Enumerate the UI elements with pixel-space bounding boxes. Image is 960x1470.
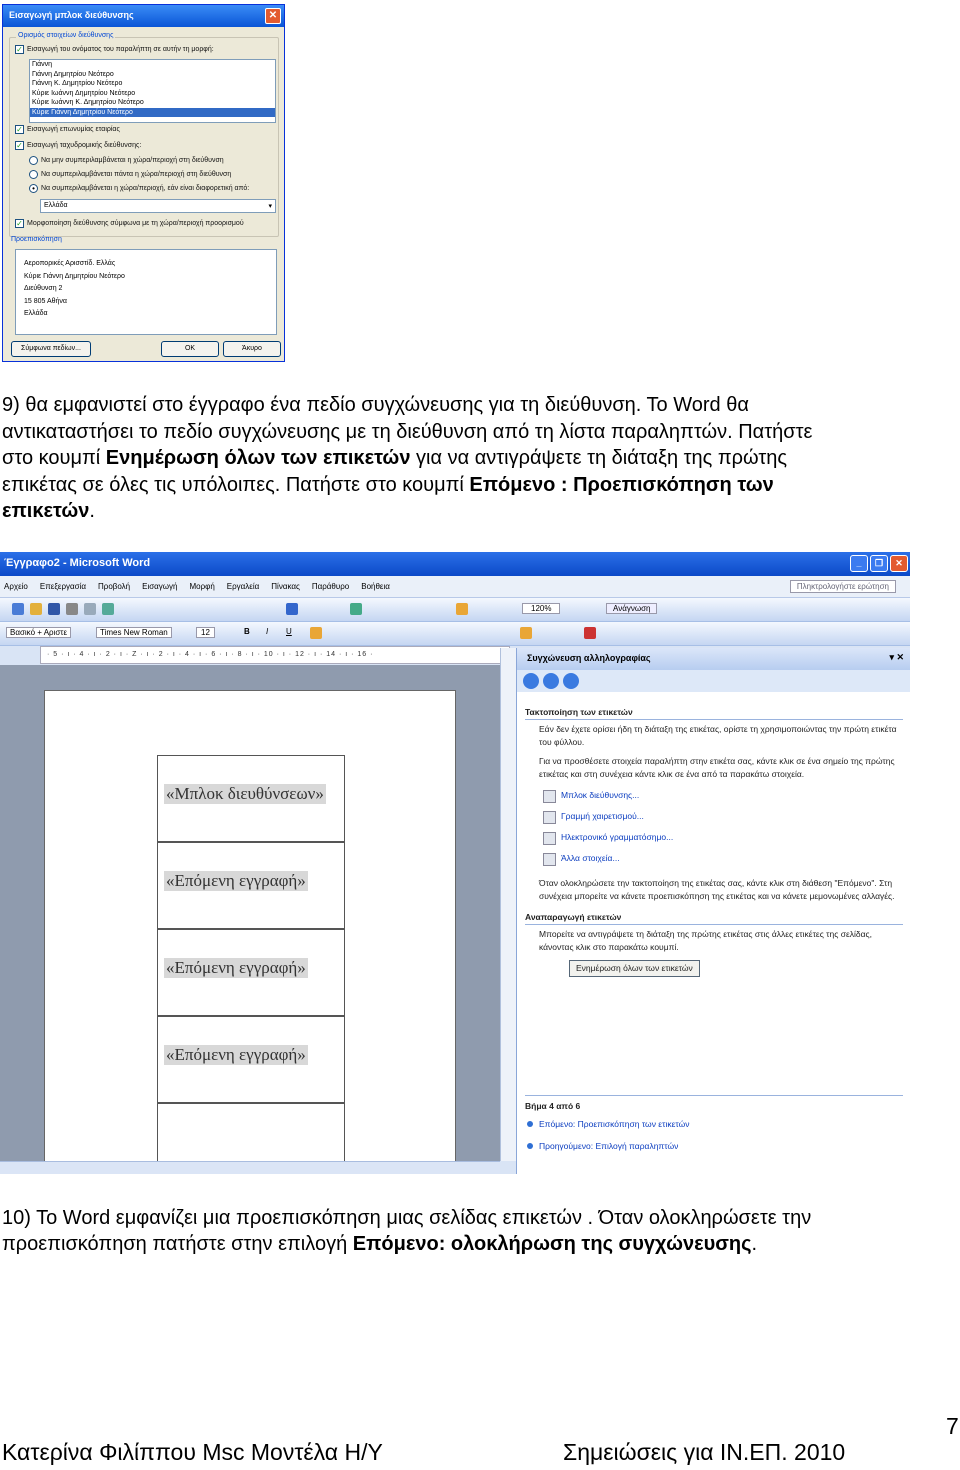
label-cell[interactable] [157, 842, 345, 929]
postal-checkbox[interactable] [15, 141, 141, 150]
greeting-line-link[interactable]: Γραμμή χαιρετισμού... [539, 806, 903, 827]
update-all-labels-button[interactable]: Ενημέρωση όλων των ετικετών [569, 960, 700, 977]
radio-no-country[interactable] [29, 156, 224, 165]
text: για να αντιγράψετε τη διάταξη της πρώτης [410, 447, 788, 469]
zoom-select[interactable]: 120% [522, 603, 560, 614]
ok-button[interactable]: OK [161, 341, 219, 357]
preview-label: Προεπισκόπηση [11, 236, 62, 243]
postal-label: Εισαγωγή ταχυδρομικής διεύθυνσης: [27, 142, 142, 149]
close-icon[interactable]: ✕ [890, 555, 908, 572]
label-cell[interactable] [157, 1016, 345, 1103]
names-label: Εισαγωγή του ονόματος του παραλήπτη σε αυτήν τη μορφή: [27, 46, 214, 53]
group-label: Ορισμός στοιχείων διεύθυνσης [18, 32, 114, 39]
status-bar [0, 1161, 500, 1174]
more-items-link[interactable]: Άλλα στοιχεία... [539, 848, 903, 869]
checkmark-icon: ✓ [16, 141, 23, 150]
format-label: Μορφοποίηση διεύθυνσης σύμφωνα με τη χώρα/περιοχή προορισμού [27, 220, 244, 227]
checkmark-icon: ✓ [16, 45, 23, 54]
menu-window[interactable]: Παράθυρο [311, 582, 350, 591]
radio-selected-icon: • [29, 184, 38, 193]
preview-line: Διεύθυνση 2 [24, 285, 63, 292]
back-icon[interactable] [523, 673, 539, 689]
drawing-icon[interactable] [456, 603, 468, 615]
standard-toolbar [0, 598, 910, 622]
maximize-icon[interactable]: ❐ [870, 555, 888, 572]
page-number: 7 [946, 1413, 959, 1439]
list-item-selected[interactable]: Κύριε Γιάννη Δημητρίου Νεότερο [30, 108, 275, 118]
next-step-link[interactable]: Επόμενο: Προεπισκόπηση των ετικετών [525, 1113, 903, 1135]
insert-address-block-dialog [2, 4, 285, 362]
list-item[interactable]: Γιάννη Κ. Δημητρίου Νεότερο [32, 80, 123, 87]
radio-icon [29, 156, 38, 165]
pane-header [517, 648, 910, 670]
preview-line: Κύριε Γιάννη Δημητρίου Νεότερο [24, 272, 125, 280]
preview-line: Ελλάδα [24, 310, 48, 317]
country-value: Ελλάδα [44, 202, 68, 209]
para9-line5 [2, 498, 95, 525]
menu-format[interactable]: Μορφή [189, 582, 215, 591]
font-select[interactable]: Times New Roman [96, 627, 172, 638]
para9-line3 [2, 445, 787, 472]
dialog-titlebar [3, 5, 284, 27]
bold-text: Ενημέρωση όλων των επικετών [105, 447, 411, 469]
size-select[interactable]: 12 [196, 627, 215, 638]
vertical-scrollbar[interactable] [500, 648, 516, 1161]
bold-text: Επόμενο : Προεπισκόπηση των [469, 473, 774, 496]
cancel-button[interactable]: Άκυρο [223, 341, 281, 357]
pane-nav [517, 670, 910, 692]
help-search-input[interactable]: Πληκτρολογήστε ερώτηση [790, 580, 896, 593]
horizontal-ruler[interactable]: · 5 · ı · 4 · ı · 2 · ı · Z · ı · 2 · ı · 4 · ı · 6 · ı · 8 · ı · 10 · ı · 12 · ı · 14 · ı · 16 · [40, 646, 510, 664]
section-heading: Αναπαραγωγή ετικετών [525, 911, 903, 925]
text: στο κουμπί [2, 447, 106, 469]
pane-text: Όταν ολοκληρώσετε την τακτοποίηση της ετικέτας σας, κάντε κλικ στη διάθεση "Επόμενο". Στη συνέχεια μπορείτε να κάνετε προεπισκόπηση της ετικέτας και να κάνετε μεμονωμένες αλλαγές. [539, 878, 895, 901]
name-format-list[interactable] [29, 59, 276, 123]
pane-text: Εάν δεν έχετε ορίσει ήδη τη διάταξη της ετικέτας, ορίστε τη χρησιμοποιώντας την πρώτη ετικέτα του φύλλου. [539, 724, 897, 747]
address-preview [15, 249, 277, 335]
label-cell[interactable] [157, 755, 345, 842]
list-item[interactable]: Κύριε Ιωάννη Δημητρίου Νεότερο [32, 89, 136, 97]
format-checkbox[interactable] [15, 219, 244, 228]
new-icon[interactable] [12, 603, 24, 615]
radio-icon [29, 170, 38, 179]
formatting-toolbar [0, 622, 910, 646]
menu-table[interactable]: Πίνακας [271, 582, 300, 591]
merge-field: «Επόμενη εγγραφή» [166, 1045, 306, 1064]
list-item[interactable]: Γιάννη [32, 61, 53, 68]
merge-field: «Μπλοκ διευθύνσεων» [166, 784, 324, 803]
print-icon[interactable] [66, 603, 78, 615]
close-icon[interactable]: ✕ [265, 8, 281, 24]
menu-tools[interactable]: Εργαλεία [226, 582, 260, 591]
match-fields-button[interactable]: Σύμφωνα πεδίων... [11, 341, 91, 357]
para9-line2: αντικαταστήσει το πεδίο συγχώνευσης με τη διεύθυνση από τη λίστα παραληπτών. Πατήστε [2, 420, 813, 443]
checkmark-icon: ✓ [16, 125, 23, 134]
menu-edit[interactable]: Επεξεργασία [39, 582, 86, 591]
underline-icon[interactable]: U [286, 627, 292, 636]
chevron-down-icon: ▾ [268, 203, 272, 210]
company-label: Εισαγωγή επωνυμίας εταιρίας [27, 126, 120, 133]
mail-merge-task-pane [516, 648, 910, 1174]
table-icon[interactable] [350, 603, 362, 615]
names-checkbox[interactable] [15, 45, 214, 54]
para10-line2 [2, 1231, 757, 1258]
menu-file[interactable]: Αρχείο [4, 582, 28, 591]
company-checkbox[interactable] [15, 125, 120, 134]
text: προεπισκόπηση πατήστε στην επιλογή [2, 1233, 353, 1255]
close-icon[interactable]: ▾ ✕ [889, 652, 904, 662]
section-heading: Τακτοποίηση των ετικετών [525, 706, 903, 720]
text: επικέτας σε όλες τις υπόλοιπες. Πατήστε στο κουμπί [2, 473, 470, 496]
pane-title: Συγχώνευση αλληλογραφίας [527, 653, 651, 663]
forward-icon[interactable] [543, 673, 559, 689]
word-titlebar [0, 552, 910, 576]
radio-label: Να συμπεριλαμβάνεται η χώρα/περιοχή, εάν είναι διαφορετική από: [41, 185, 250, 192]
radio-country-if-different[interactable] [29, 184, 249, 193]
bold-text: Επόμενο: ολοκλήρωση της συγχώνευσης [352, 1233, 752, 1255]
list-item[interactable]: Γιάννη Δημητρίου Νεότερο [32, 70, 114, 78]
para10-line1: 10) Το Word εμφανίζει μια προεπισκόπηση μιας σελίδας επικετών . Όταν ολοκληρώσετε την [2, 1207, 812, 1229]
undo-icon[interactable] [286, 603, 298, 615]
menu-help[interactable]: Βοήθεια [361, 582, 390, 591]
radio-always-country[interactable] [29, 170, 231, 179]
document-page[interactable] [44, 690, 456, 1170]
save-icon[interactable] [48, 603, 60, 615]
minimize-icon[interactable]: _ [850, 555, 868, 572]
checkmark-icon: ✓ [16, 219, 23, 228]
border-icon[interactable] [520, 627, 532, 639]
para9-line1: 9) θα εμφανιστεί στο έγγραφο ένα πεδίο συγχώνευσης για τη διεύθυνση. Το Word θα [2, 394, 749, 416]
spelling-icon[interactable] [102, 603, 114, 615]
footer-course: Σημειώσεις για ΙΝ.ΕΠ. 2010 [563, 1439, 846, 1465]
preview-line: Αεροπορικές Αρισστίδ. Ελλάς [24, 260, 116, 267]
pane-text: Για να προσθέσετε στοιχεία παραλήπτη στην ετικέτα σας, κάντε κλικ σε ένα σημείο της πρώτης ετικέτας και στη συνέχεια κάντε κλικ σε ένα από τα παρακάτω στοιχεία. [539, 756, 895, 779]
bold-text: επικετών [2, 500, 90, 522]
font-color-icon[interactable] [584, 627, 596, 639]
previous-step-link[interactable]: Προηγούμενο: Επιλογή παραληπτών [525, 1135, 903, 1157]
pane-text: Μπορείτε να αντιγράψετε τη διάταξη της πρώτης ετικέτας στις άλλες ετικέτες της σελίδας, κάνοντας κλικ στο παρακάτω κουμπί. [539, 929, 872, 952]
home-icon[interactable] [563, 673, 579, 689]
list-item[interactable]: Κύριε Ιωάννη Κ. Δημητρίου Νεότερο [32, 99, 144, 106]
menu-bar [0, 576, 910, 598]
bold-icon[interactable]: B [244, 627, 250, 636]
document-area [0, 665, 500, 1161]
word-window [0, 552, 910, 1174]
address-block-link[interactable]: Μπλοκ διεύθυνσης... [539, 785, 903, 806]
text: . [89, 500, 95, 522]
merge-field: «Επόμενη εγγραφή» [166, 958, 306, 977]
align-left-icon[interactable] [310, 627, 322, 639]
read-button[interactable]: Ανάγνωση [606, 603, 657, 614]
menu-insert[interactable]: Εισαγωγή [142, 582, 178, 591]
label-cell[interactable] [157, 929, 345, 1016]
open-icon[interactable] [30, 603, 42, 615]
text: . [751, 1233, 758, 1255]
country-dropdown[interactable] [40, 199, 276, 213]
radio-label: Να μην συμπεριλαμβάνεται η χώρα/περιοχή στη διεύθυνση [41, 157, 224, 164]
radio-label: Να συμπεριλαμβάνεται πάντα η χώρα/περιοχή στη διεύθυνση [41, 171, 232, 178]
pane-body [525, 702, 903, 1157]
para9-line4 [2, 472, 774, 499]
preview-line: 15 805 Αθήνα [24, 297, 67, 305]
italic-icon[interactable]: I [266, 627, 269, 636]
merge-field: «Επόμενη εγγραφή» [166, 871, 306, 890]
dialog-title: Εισαγωγή μπλοκ διεύθυνσης [9, 10, 134, 20]
preview-icon[interactable] [84, 603, 96, 615]
footer-author: Κατερίνα Φιλίππου Msc Μοντέλα Η/Υ [2, 1439, 383, 1465]
step-indicator: Βήμα 4 από 6 [525, 1095, 903, 1113]
postage-link[interactable]: Ηλεκτρονικό γραμματόσημο... [539, 827, 903, 848]
window-title: Έγγραφο2 - Microsoft Word [4, 557, 151, 569]
style-select[interactable]: Βασικό + Αριστε [6, 627, 71, 638]
menu-view[interactable]: Προβολή [97, 582, 131, 591]
